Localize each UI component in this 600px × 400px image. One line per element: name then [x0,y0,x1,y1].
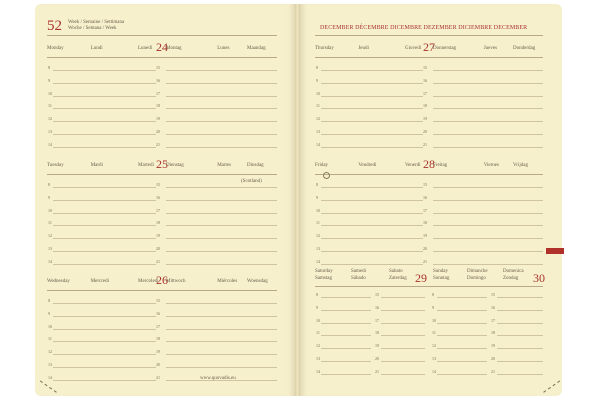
hour-label: 12 [316,343,320,349]
day-name: Dienstag [166,163,184,168]
hour-label: 20 [423,129,427,134]
hour-label: 19 [423,233,427,239]
sat-number: 29 [415,271,427,285]
right-day-0 [315,40,543,145]
day-name: Wednesday [47,279,70,284]
hour-line [433,147,543,148]
hour-label: 12 [48,233,52,239]
hour-label: 14 [316,141,320,147]
hour-line [53,134,156,135]
hour-label: 15 [156,65,160,70]
hour-line [166,367,277,368]
hour-label: 19 [423,116,427,122]
hour-label: 8 [432,292,434,297]
hour-line [321,348,371,349]
hour-label: 15 [375,292,379,297]
hour-label: 9 [316,194,318,200]
hour-line [497,374,543,375]
hour-line [433,187,543,188]
hour-label: 19 [156,233,160,239]
day-name: Jueves [483,46,498,51]
hour-label: 19 [156,349,160,355]
hour-label: 16 [375,304,379,310]
left-day-1 [47,157,277,262]
hour-label: 13 [432,356,436,361]
hour-line [166,329,277,330]
hour-line [433,108,543,109]
hour-line [321,108,423,109]
hour-line [437,361,487,362]
hour-line [166,121,277,122]
hour-line [53,380,156,381]
hour-label: 21 [423,258,427,264]
hour-label: 16 [423,77,427,83]
day-name: Dinsdag [247,163,264,168]
day-header-line [47,57,277,58]
hour-label: 18 [423,103,427,109]
hour-line [321,361,371,362]
hour-label: 13 [316,356,320,361]
hour-line [53,341,156,342]
hour-line [166,213,277,214]
sun-name: Sunday [433,269,448,274]
hour-label: 11 [316,103,320,109]
hour-label: 17 [491,317,495,323]
hour-line [53,96,156,97]
hour-line [433,96,543,97]
hour-label: 13 [316,129,320,134]
day-name: Maandag [247,46,266,51]
day-name: Woensdag [247,279,268,284]
day-name: Martes [217,163,232,168]
hour-line [321,225,423,226]
hour-line [497,297,543,298]
hour-label: 17 [156,323,160,329]
hour-label: 19 [491,343,495,349]
day-name: Lundi [90,46,103,51]
hour-line [321,121,423,122]
day-header-line [315,57,543,58]
hour-line [321,238,423,239]
hour-label: 15 [423,65,427,70]
hour-line [321,335,371,336]
sat-name: Zaterdag [389,276,407,281]
hour-label: 12 [316,116,320,122]
week-number: 52 [47,18,62,34]
hour-line [321,251,423,252]
hour-line [433,251,543,252]
hour-label: 14 [48,258,52,264]
day-name: Venerdì [405,163,421,168]
week-label-line2: Woche / Semana / Week [68,26,117,31]
hour-label: 10 [48,323,52,329]
hour-label: 14 [316,368,320,374]
sat-name: Saturday [315,269,333,274]
hour-label: 11 [48,103,52,109]
hour-label: 18 [156,103,160,109]
hour-line [53,70,156,71]
hour-line [321,200,423,201]
hour-label: 18 [156,220,160,226]
hour-line [381,297,425,298]
hour-line [166,200,277,201]
circle-mark [323,172,330,179]
hour-label: 15 [156,182,160,187]
hour-label: 8 [316,292,318,297]
hour-label: 11 [432,330,436,336]
hour-line [381,323,425,324]
hour-line [437,297,487,298]
hour-label: 18 [491,330,495,336]
left-header-line [47,35,277,36]
hour-label: 8 [48,298,50,303]
month-header: DECEMBER DÉCEMBRE DICEMBRE DEZEMBER DICIEMBRE DECEMBER [320,25,528,31]
day-name: Lunes [217,46,230,51]
hour-label: 20 [375,356,379,361]
hour-label: 17 [423,207,427,213]
hour-line [321,134,423,135]
day-header-line [47,174,277,175]
hour-line [166,83,277,84]
hour-line [53,367,156,368]
hour-line [53,316,156,317]
hour-label: 8 [316,65,318,70]
hour-label: 20 [156,246,160,251]
hour-line [433,213,543,214]
hour-label: 12 [48,349,52,355]
hour-label: 10 [316,207,320,213]
sun-name: Dimanche [467,269,488,274]
ribbon-tab [546,248,564,254]
hour-line [321,374,371,375]
hour-label: 13 [48,246,52,251]
hour-label: 13 [48,362,52,367]
hour-label: 8 [316,182,318,187]
hour-label: 9 [48,77,50,83]
hour-label: 8 [48,65,50,70]
hour-label: 21 [156,141,160,147]
day-name: Mercoledì [138,279,159,284]
hour-line [166,147,277,148]
hour-line [53,354,156,355]
sun-name: Sonntag [433,276,450,281]
hour-label: 17 [423,90,427,96]
hour-label: 11 [316,220,320,226]
hour-label: 20 [156,129,160,134]
right-header-line [315,35,543,36]
hour-line [321,323,371,324]
hour-line [497,323,543,324]
hour-line [433,134,543,135]
day-header-line [315,174,543,175]
sat-name: Sábado [351,276,366,281]
day-name: Vrijdag [513,163,528,168]
hour-label: 13 [48,129,52,134]
hour-label: 9 [316,304,318,310]
hour-label: 8 [48,182,50,187]
hour-label: 11 [316,330,320,336]
hour-label: 9 [432,304,434,310]
hour-line [166,341,277,342]
hour-line [437,374,487,375]
hour-line [53,251,156,252]
hour-label: 19 [375,343,379,349]
hour-line [497,310,543,311]
hour-line [166,238,277,239]
hour-label: 15 [423,182,427,187]
hour-line [321,70,423,71]
day-name: Mittwoch [166,279,186,284]
hour-line [433,83,543,84]
hour-label: 12 [316,233,320,239]
hour-line [166,134,277,135]
day-name: Freitag [433,163,448,168]
day-header-line [47,290,277,291]
hour-line [166,303,277,304]
day-number: 26 [156,273,168,287]
hour-line [497,361,543,362]
hour-line [166,187,277,188]
hour-label: 16 [156,194,160,200]
hour-label: 14 [432,368,436,374]
hour-line [53,238,156,239]
hour-line [166,251,277,252]
sun-number: 30 [533,271,545,285]
hour-label: 21 [375,368,379,374]
day-name: Mercredi [90,279,110,284]
hour-line [433,225,543,226]
hour-line [437,323,487,324]
hour-label: 10 [48,207,52,213]
hour-label: 16 [156,310,160,316]
hour-line [53,108,156,109]
day-name: Giovedì [405,46,422,51]
sun-name: Domenica [503,269,524,274]
hour-line [166,316,277,317]
hour-line [53,83,156,84]
day-name: Martedì [138,163,154,168]
hour-line [53,225,156,226]
hour-line [53,329,156,330]
sat-name: Samstag [315,276,332,281]
left-day-2 [47,273,277,378]
hour-label: 9 [48,310,50,316]
day-name: Viernes [483,163,499,168]
weekend-block [315,265,543,375]
week-label-line1: Week / Semaine / Settimana [68,20,125,25]
sun-name: Zondag [503,276,519,281]
hour-label: 13 [316,246,320,251]
day-name: Miércoles [217,279,238,284]
hour-label: 11 [48,220,52,226]
sun-name: Domingo [467,276,486,281]
hour-label: 10 [432,317,436,323]
hour-label: 12 [48,116,52,122]
website-url: www.quovadis.eu [200,376,236,381]
hour-line [497,335,543,336]
hour-line [381,310,425,311]
hour-label: 21 [156,374,160,380]
hour-label: 9 [48,194,50,200]
hour-label: 21 [423,141,427,147]
hour-label: 15 [491,292,495,297]
hour-line [321,147,423,148]
sat-name: Samedi [351,269,366,274]
hour-line [53,264,156,265]
hour-line [381,348,425,349]
hour-line [437,348,487,349]
day-name: Thursday [315,46,334,51]
hour-line [166,264,277,265]
hour-label: 16 [423,194,427,200]
day-name: Tuesday [47,163,64,168]
hour-label: 12 [432,343,436,349]
hour-label: 18 [156,336,160,342]
day-name: Donnerstag [433,46,457,51]
hour-label: 20 [423,246,427,251]
hour-line [166,108,277,109]
hour-label: 16 [491,304,495,310]
day-name: Donderdag [513,46,536,51]
sat-name: Sabato [389,269,403,274]
hour-line [321,187,423,188]
hour-line [321,83,423,84]
hour-line [53,121,156,122]
hour-line [53,200,156,201]
hour-line [166,225,277,226]
left-day-0 [47,40,277,145]
hour-line [381,374,425,375]
day-name: Lunedì [138,46,153,51]
hour-line [381,361,425,362]
hour-line [381,335,425,336]
hour-label: 11 [48,336,52,342]
day-name: Vendredi [358,163,377,168]
hour-label: 14 [316,258,320,264]
hour-line [437,335,487,336]
hour-label: 17 [375,317,379,323]
hour-line [166,96,277,97]
day-number: 25 [156,157,168,171]
hour-line [433,200,543,201]
day-number: 27 [423,40,435,54]
hour-line [53,213,156,214]
weekend-header-line [315,286,543,287]
hour-label: 20 [491,356,495,361]
hour-label: 21 [156,258,160,264]
right-day-1 [315,157,543,262]
day-name: Montag [166,46,182,51]
hour-line [53,147,156,148]
hour-line [437,310,487,311]
hour-line [433,238,543,239]
hour-label: 10 [48,90,52,96]
hour-label: 19 [156,116,160,122]
hour-line [53,187,156,188]
day-name: Monday [47,46,64,51]
hour-line [321,96,423,97]
hour-line [321,297,371,298]
hour-label: 17 [156,90,160,96]
hour-line [166,354,277,355]
hour-label: 18 [423,220,427,226]
hour-label: 21 [491,368,495,374]
week-label [68,20,124,32]
hour-label: 14 [48,141,52,147]
hour-label: 9 [316,77,318,83]
day-name: Mardi [90,163,103,168]
day-name: Friday [315,163,329,168]
hour-label: 16 [156,77,160,83]
hour-label: 10 [316,90,320,96]
hour-label: 18 [375,330,379,336]
hour-line [433,121,543,122]
hour-line [166,70,277,71]
hour-label: 14 [48,374,52,380]
hour-label: 17 [156,207,160,213]
hour-line [321,213,423,214]
hour-label: 10 [316,317,320,323]
day-note: (Scotland) [241,179,262,184]
day-number: 24 [156,40,168,54]
day-name: Jeudi [358,46,369,51]
hour-label: 15 [156,298,160,303]
hour-line [53,303,156,304]
hour-label: 20 [156,362,160,367]
day-number: 28 [423,157,435,171]
hour-line [497,348,543,349]
hour-line [321,310,371,311]
hour-line [433,70,543,71]
